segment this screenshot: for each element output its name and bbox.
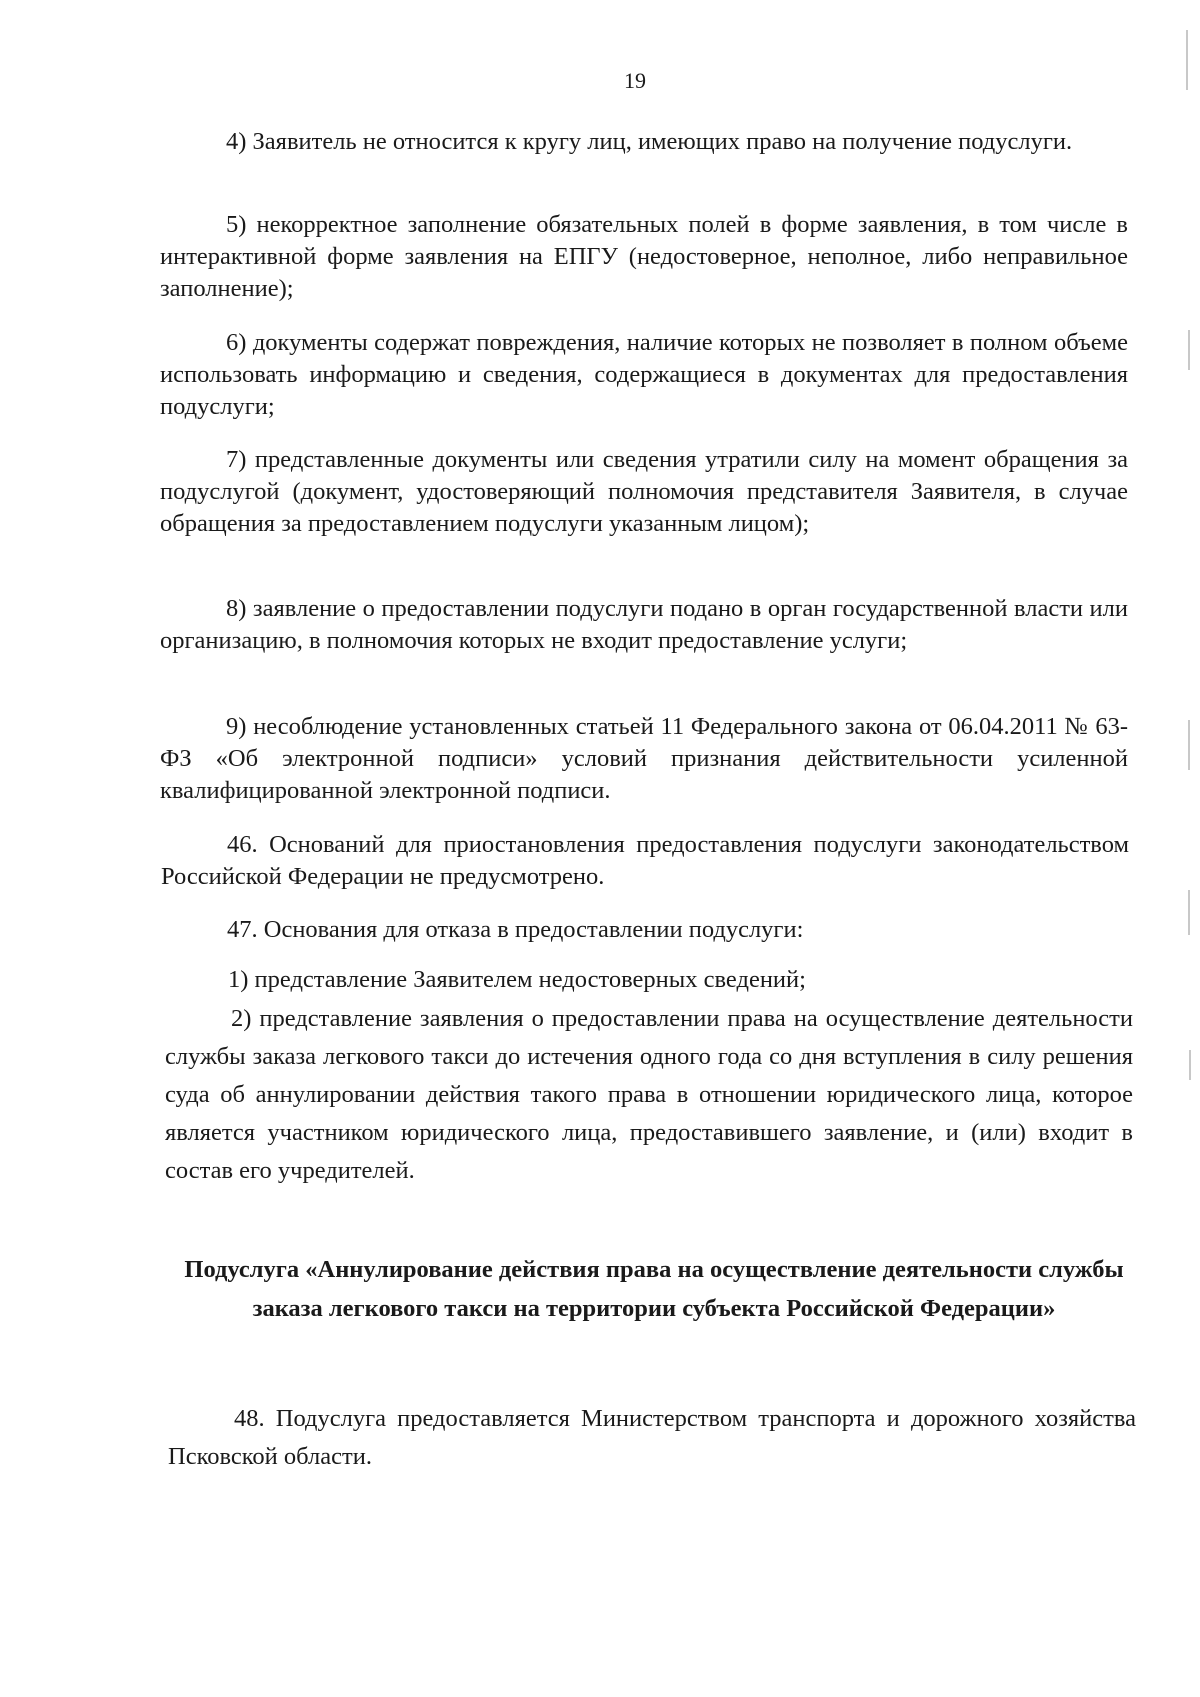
paragraph-item-4: 4) Заявитель не относится к кругу лиц, имеющих право на получение подуслуги. <box>226 128 1073 155</box>
paragraph-refusal-item-1: 1) представление Заявителем недостоверных сведений; <box>228 966 806 993</box>
scan-artifact <box>1186 30 1188 90</box>
scan-artifact <box>1188 720 1190 770</box>
paragraph-item-5: 5) некорректное заполнение обязательных полей в форме заявления, в том числе в интерактивной форме заявления на ЕПГУ (недостоверное, неполное, либо неправильное заполнение); <box>160 211 1128 302</box>
scan-artifact <box>1188 330 1190 370</box>
paragraph-item-7: 7) представленные документы или сведения утратили силу на момент обращения за подуслугой (документ, удостоверяющий полномочия представителя Заявителя, в случае обращения за предоставлением подуслуги указанным лицом); <box>160 446 1128 537</box>
paragraph-clause-46: 46. Оснований для приостановления предоставления подуслуги законодательством Российской Федерации не предусмотрено. <box>161 831 1129 890</box>
page-number: 19 <box>624 68 646 93</box>
scan-artifact <box>1189 1050 1191 1080</box>
paragraph-item-9: 9) несоблюдение установленных статьей 11 Федерального закона от 06.04.2011 № 63-ФЗ «Об электронной подписи» условий признания действительности усиленной квалифицированной электронной подписи. <box>160 713 1128 804</box>
paragraph-item-8: 8) заявление о предоставлении подуслуги подано в орган государственной власти или организацию, в полномочия которых не входит предоставление услуги; <box>160 595 1128 654</box>
scan-artifact <box>1188 890 1190 935</box>
section-heading: Подуслуга «Аннулирование действия права на осуществление деятельности службы заказа легкового такси на территории субъекта Российской Федерации» <box>184 1256 1124 1322</box>
paragraph-clause-48: 48. Подуслуга предоставляется Министерством транспорта и дорожного хозяйства Псковской области. <box>168 1405 1136 1470</box>
paragraph-item-6: 6) документы содержат повреждения, наличие которых не позволяет в полном объеме использовать информацию и сведения, содержащиеся в документах для предоставления подуслуги; <box>160 329 1128 420</box>
paragraph-clause-47: 47. Основания для отказа в предоставлении подуслуги: <box>227 916 804 943</box>
paragraph-refusal-item-2: 2) представление заявления о предоставлении права на осуществление деятельности службы заказа легкового такси до истечения одного года со дня вступления в силу решения суда об аннулировании действия такого права в отношении юридического лица, которое является участником юридического лица, предоставившего заявление, и (или) входит в состав его учредителей. <box>165 1005 1133 1184</box>
